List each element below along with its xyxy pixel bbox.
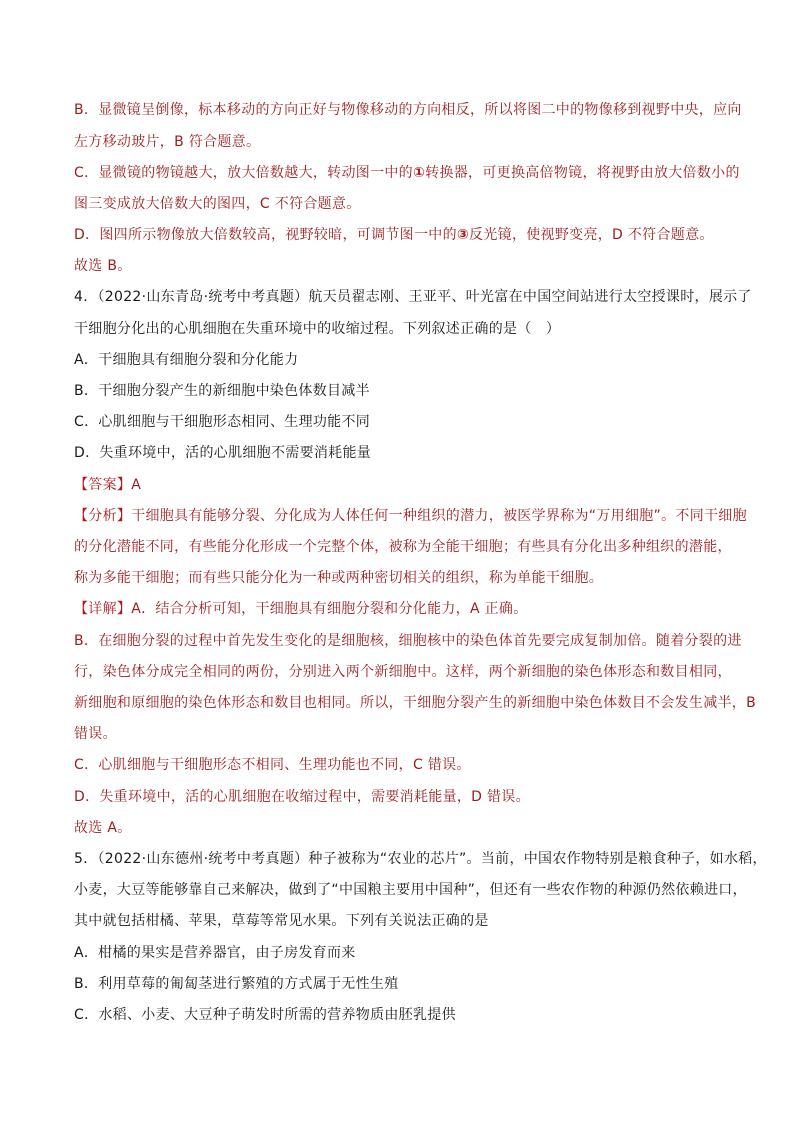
q3-option-b-line2: 左方移动玻片，B 符合题意。 xyxy=(74,134,261,150)
q3-option-c-line1 xyxy=(74,164,740,182)
analysis-text: 干细胞具有能够分裂、分化成为人体任何一种组织的潜力，被医学界称为“万用细胞”。不同干细胞 xyxy=(131,508,747,524)
circled-number-3: ③ xyxy=(456,227,470,243)
q4-conclusion: 故选 A。 xyxy=(74,820,132,836)
q3-option-c-line2: 图三变成放大倍数大的图四，C 不符合题意。 xyxy=(74,196,361,212)
q3-option-d-text-cont: 反光镜，使视野变亮，D 不符合题意。 xyxy=(469,227,714,243)
q5-option-a: A．柑橘的果实是营养器官，由子房发育而来 xyxy=(74,945,356,961)
q3-option-d-text: D．图四所示物像放大倍数较高，视野较暗，可调节图一中的 xyxy=(74,227,457,243)
q4-analysis-line3: 称为多能干细胞；而有些只能分化为一种或两种密切相关的组织，称为单能干细胞。 xyxy=(74,570,604,586)
q4-option-d: D．失重环境中，活的心肌细胞不需要消耗能量 xyxy=(74,445,372,461)
q4-option-c: C．心肌细胞与干细胞形态相同、生理功能不同 xyxy=(74,414,371,430)
q3-option-c-text: C．显微镜的物镜越大，放大倍数越大，转动图一中的 xyxy=(74,165,413,181)
q3-option-c-text-cont: 转换器，可更换高倍物镜，将视野由放大倍数小的 xyxy=(425,165,740,181)
answer-tag: 【答案】 xyxy=(74,477,132,493)
q5-stem-line3: 其中就包括柑橘、苹果，草莓等常见水果。下列有关说法正确的是 xyxy=(74,913,489,929)
q4-option-b: B．干细胞分裂产生的新细胞中染色体数目减半 xyxy=(74,383,370,399)
q4-analysis-line1 xyxy=(74,507,747,525)
q4-detail-a xyxy=(74,600,528,618)
q4-answer xyxy=(74,476,141,494)
answer-value: A xyxy=(131,477,142,493)
q4-stem-line2: 干细胞分化出的心肌细胞在失重环境中的收缩过程。下列叙述正确的是（ ） xyxy=(74,321,561,337)
q4-option-a: A．干细胞具有细胞分裂和分化能力 xyxy=(74,352,299,368)
q5-stem-line2: 小麦，大豆等能够靠自己来解决，做到了“中国粮主要用中国种”，但还有一些农作物的种源仍然依赖进口， xyxy=(74,882,747,898)
q4-detail-d: D．失重环境中，活的心肌细胞在收缩过程中，需要消耗能量，D 错误。 xyxy=(74,789,530,805)
q3-conclusion: 故选 B。 xyxy=(74,258,132,274)
analysis-tag: 【分析】 xyxy=(74,508,132,524)
detail-tag: 【详解】 xyxy=(74,601,132,617)
q4-detail-b-line1: B．在细胞分裂的过程中首先发生变化的是细胞核，细胞核中的染色体首先要完成复制加倍。随着分裂的进 xyxy=(74,633,742,649)
detail-a-text: A．结合分析可知，干细胞具有细胞分裂和分化能力，A 正确。 xyxy=(131,601,528,617)
q5-option-b: B．利用草莓的匍匐茎进行繁殖的方式属于无性生殖 xyxy=(74,976,399,992)
q4-stem-line1: 4．（2022·山东青岛·统考中考真题）航天员翟志刚、王亚平、叶光富在中国空间站进行太空授课时，展示了 xyxy=(74,289,752,305)
q4-detail-b-line2: 行，染色体分成完全相同的两份，分别进入两个新细胞中。这样，两个新细胞的染色体形态和数目相同， xyxy=(74,664,732,680)
q5-option-c: C．水稻、小麦、大豆种子萌发时所需的营养物质由胚乳提供 xyxy=(74,1007,456,1023)
q3-option-b-line1: B．显微镜呈倒像，标本移动的方向正好与物像移动的方向相反，所以将图二中的物像移到视野中央，应向 xyxy=(74,102,742,118)
q4-detail-b-line4: 错误。 xyxy=(74,726,117,742)
circled-number-1: ① xyxy=(412,165,426,181)
q4-analysis-line2: 的分化潜能不同，有些能分化形成一个完整个体，被称为全能干细胞；有些具有分化出多种组织的潜能， xyxy=(74,539,732,555)
q4-detail-c: C．心肌细胞与干细胞形态不相同、生理功能也不同，C 错误。 xyxy=(74,757,471,773)
q3-option-d-line1 xyxy=(74,226,714,244)
q4-detail-b-line3: 新细胞和原细胞的染色体形态和数目也相同。所以，干细胞分裂产生的新细胞中染色体数目不会发生减半，B xyxy=(74,695,757,711)
q5-stem-line1: 5．（2022·山东德州·统考中考真题）种子被称为“农业的芯片”。当前，中国农作物特别是粮食种子，如水稻， xyxy=(74,851,767,867)
